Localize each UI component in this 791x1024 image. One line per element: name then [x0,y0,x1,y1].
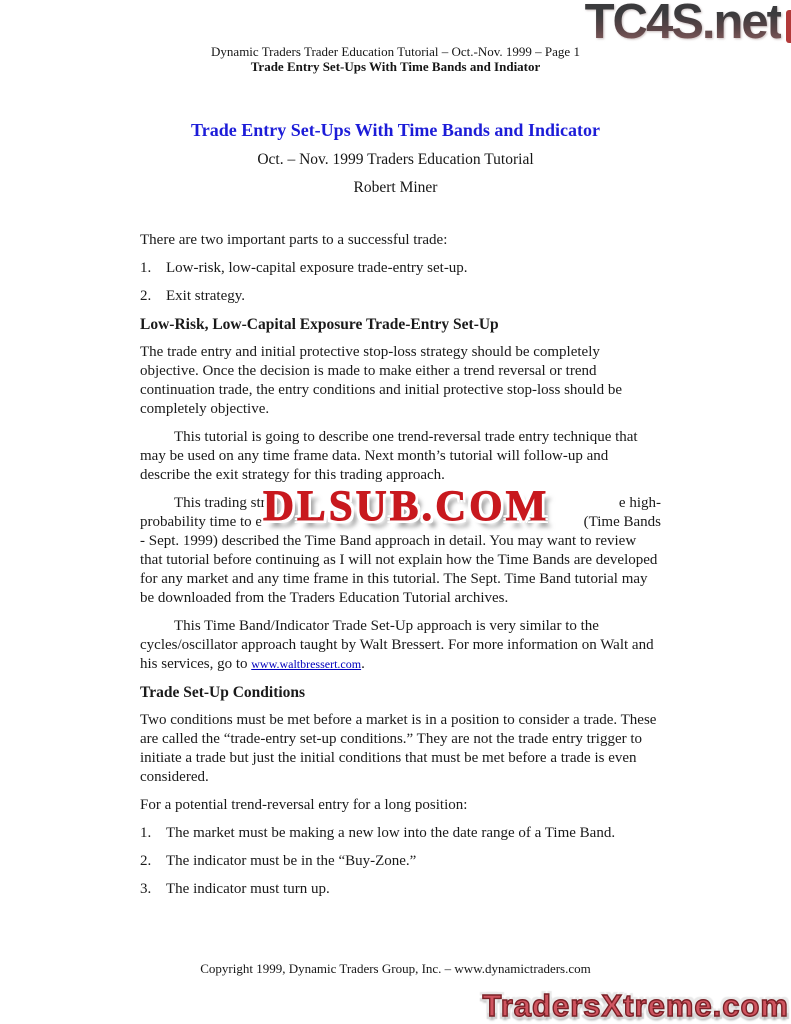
document-body [140,231,661,908]
list-text: Low-risk, low-capital exposure trade-entry set-up. [166,260,468,276]
corner-red-strip [786,10,791,43]
paragraph4-period: . [361,656,365,672]
list-number: 1. [140,825,152,841]
page-header [0,44,791,74]
page-header-line2: Trade Entry Set-Ups With Time Bands and Indiator [250,59,541,74]
line1-left-fragment: This trading stra [174,495,273,511]
paragraph4-text: This Time Band/Indicator Trade Set-Up approach is very similar to the cycles/oscillator approach taught by Walt Bressert. For more information on Walt and his services, go to [140,618,654,672]
paragraph3-rest: - Sept. 1999) described the Time Band approach in detail. You may want to review that tutorial before continuing as I will not explain how the Time Bands are developed for any market and any time frame in this tutorial. The Sept. Time Band tutorial may be downloaded from the Traders Education Tutorial archives. [140,533,658,606]
author-name: Robert Miner [353,179,438,196]
list-item [140,287,661,306]
section1-heading: Low-Risk, Low-Capital Exposure Trade-Entry Set-Up [140,316,499,333]
list-number: 3. [140,881,152,897]
page-title: Trade Entry Set-Ups With Time Bands and Indicator [191,120,600,140]
page-subtitle: Oct. – Nov. 1999 Traders Education Tutorial [257,151,534,168]
section1-paragraph4 [140,617,661,674]
page-header-line1: Dynamic Traders Trader Education Tutorial – Oct.-Nov. 1999 – Page 1 [211,44,580,59]
line2-right-fragment: (Time Bands [583,514,661,530]
list-number: 2. [140,853,152,869]
conditions-list [140,824,661,899]
line2-left-fragment: probability time to e [140,514,263,530]
page-footer: Copyright 1999, Dynamic Traders Group, Inc. – www.dynamictraders.com [200,961,591,976]
section2-heading: Trade Set-Up Conditions [140,684,306,701]
section1-paragraph2: This tutorial is going to describe one trend-reversal trade entry technique that may be used on any time frame data. Next month’s tutorial will follow-up and describe the exit strategy for this trading approach. [140,429,638,483]
list-text: The market must be making a new low into the date range of a Time Band. [166,825,616,841]
list-item [140,824,661,843]
section2-paragraph2: For a potential trend-reversal entry for a long position: [140,797,468,813]
list-item [140,880,661,899]
tradersxtreme-watermark: TradersXtreme.com [482,988,789,1023]
intro-list [140,259,661,306]
line1-right-fragment: e high- [618,495,661,511]
list-number: 2. [140,288,152,304]
waltbressert-link[interactable]: www.waltbressert.com [251,657,362,671]
tc4s-logo-watermark: TC4S.net [585,0,781,50]
section1-paragraph1: The trade entry and initial protective stop-loss strategy should be completely objective. Once the decision is made to make either a trend reversal or trend continuation trade, the entry conditions and initial protective stop-loss should be completely objective. [140,344,622,417]
list-number: 1. [140,260,152,276]
dlsub-watermark: DLSUB.COM [263,483,550,530]
intro-lead: There are two important parts to a successful trade: [140,232,448,248]
list-text: Exit strategy. [166,288,246,304]
list-item [140,852,661,871]
list-text: The indicator must turn up. [166,881,330,897]
section2-paragraph1: Two conditions must be met before a market is in a position to consider a trade. These are called the “trade-entry set-up conditions.” They are not the trade entry trigger to initiate a trade but just the initial conditions that must be met before a trade is even considered. [140,712,657,785]
list-item [140,259,661,278]
list-text: The indicator must be in the “Buy-Zone.” [166,853,417,869]
